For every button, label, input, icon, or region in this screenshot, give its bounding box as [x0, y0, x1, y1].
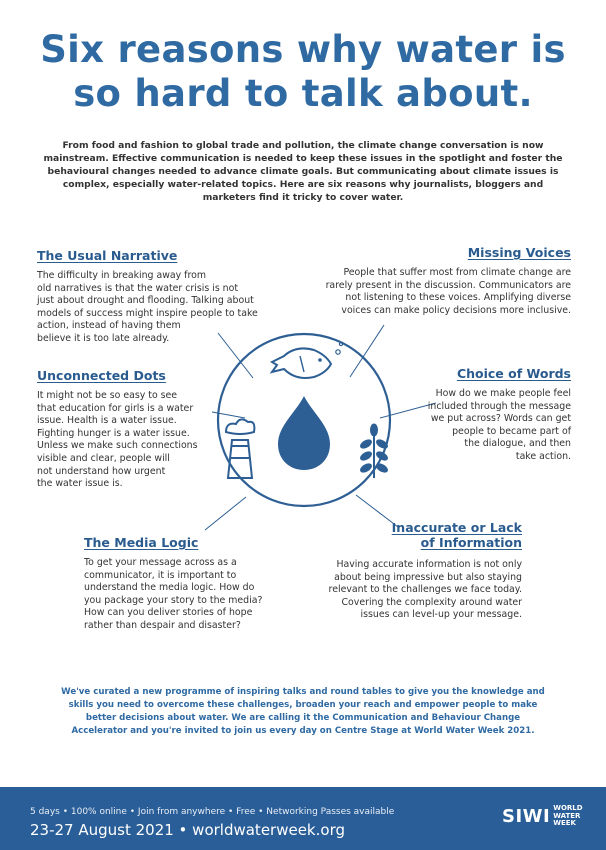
choice-of-words-title: Choice of Words	[456, 366, 571, 381]
connector-media-logic	[205, 497, 246, 530]
footer-tagline: 5 days • 100% online • Join from anywhere • Free • Networking Passes available	[30, 807, 395, 817]
body-line: issues can level-up your message.	[360, 609, 522, 621]
media-logic-title: The Media Logic	[84, 535, 199, 550]
body-line: issue. Health is a water issue.	[37, 415, 177, 427]
factory-icon	[226, 419, 254, 478]
body-line: just about drought and flooding. Talking about	[37, 295, 254, 307]
body-line: not listening to these voices. Amplifying diverse	[345, 292, 571, 304]
body-line: To get your message across as a	[84, 557, 237, 568]
footer-bar	[0, 787, 606, 850]
footer-dates-website[interactable]: 23-27 August 2021 • worldwaterweek.org	[30, 821, 345, 839]
body-line: we put across? Words can get	[430, 413, 571, 425]
media-logic-body	[84, 557, 262, 633]
body-line: The difficulty in breaking away from	[37, 270, 206, 281]
fish-icon	[272, 342, 343, 378]
logo-line: WEEK	[553, 819, 576, 827]
body-line: People that suffer most from climate change are	[343, 267, 571, 278]
body-line: communicator, it is important to	[84, 569, 237, 581]
unconnected-dots-body	[37, 390, 198, 491]
body-line: Covering the complexity around water	[341, 596, 522, 608]
intro-paragraph: From food and fashion to global trade and pollution, the climate change conversation is now mainstream. Effective communication is needed to keep these issues in the spotlight and foster the behavioural changes needed to advance climate goals. But communicating about climate issues is complex, especially water-related topics. Here are six reasons why journalists, bloggers and marketers find it tricky to cover water.	[43, 140, 563, 203]
missing-voices-title: Missing Voices	[467, 245, 571, 260]
siwi-logo	[502, 805, 583, 828]
body-line: included through the message	[427, 400, 571, 412]
usual-narrative-title: The Usual Narrative	[37, 248, 178, 263]
body-line: action, instead of having them	[37, 320, 181, 332]
body-line: models of success might inspire people to take	[37, 307, 258, 319]
title-line: of Information	[420, 535, 522, 550]
body-line: How can you deliver stories of hope	[84, 607, 253, 619]
body-line: about being impressive but also staying	[334, 571, 522, 583]
logo-wordmark	[553, 805, 582, 828]
body-line: people to became part of	[452, 425, 571, 437]
body-line: How do we make people feel	[435, 388, 571, 399]
body-line: that education for girls is a water	[37, 402, 194, 414]
body-line: rarely present in the discussion. Communicators are	[325, 279, 571, 291]
title-line-1: Six reasons why water is	[40, 28, 566, 71]
inaccurate-info-body	[329, 559, 522, 622]
water-drop-icon	[278, 396, 330, 470]
body-line: take action.	[515, 450, 571, 462]
body-line: rather than despair and disaster?	[84, 619, 241, 631]
closing-paragraph: We've curated a new programme of inspiring talks and round tables to give you the knowledge and skills you need to overcome these challenges, broaden your reach and empower people to make better decisions about water. We are calling it the Communication and Behaviour Change Accelerator and you're invited to join us every day on Centre Stage at World Water Week 2021.	[61, 687, 545, 736]
missing-voices-body	[326, 267, 571, 317]
page-title	[20, 28, 586, 116]
logo-line: WATER	[553, 811, 581, 820]
usual-narrative-body	[37, 270, 258, 346]
body-line: It might not be so easy to see	[37, 390, 178, 401]
title-line-2: so hard to talk about.	[73, 72, 533, 115]
body-line: understand the media logic. How do	[84, 582, 255, 594]
body-line: not understand how urgent	[37, 465, 166, 477]
body-line: believe it is too late already.	[37, 332, 170, 344]
body-line: voices can make policy decisions more inclusive.	[341, 304, 571, 316]
title-line: Inaccurate or Lack	[391, 520, 522, 535]
logo-mark: SIWI	[502, 805, 551, 827]
body-line: relevant to the challenges we face today.	[328, 584, 522, 596]
unconnected-dots-title: Unconnected Dots	[37, 368, 166, 383]
body-line: you package your story to the media?	[84, 594, 263, 606]
choice-of-words-body	[428, 388, 571, 464]
body-line: the water issue is.	[37, 478, 123, 490]
body-line: old narratives is that the water crisis is not	[37, 282, 239, 294]
body-line: Having accurate information is not only	[336, 559, 522, 570]
body-line: the dialogue, and then	[464, 438, 571, 450]
logo-line: WORLD	[553, 804, 583, 812]
inaccurate-info-title	[392, 520, 522, 550]
body-line: visible and clear, people will	[37, 452, 170, 464]
body-line: Fighting hunger is a water issue.	[37, 427, 190, 439]
body-line: Unless we make such connections	[37, 440, 198, 452]
